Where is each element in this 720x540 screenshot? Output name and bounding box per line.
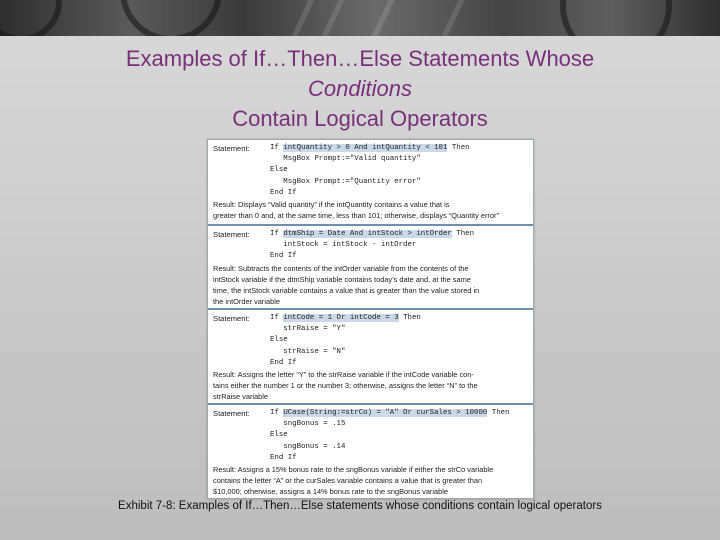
code-line [270, 251, 297, 262]
result-text: Result: Assigns the letter “Y” to the strRaise variable if the intCode variable con- [213, 370, 474, 379]
banner-stripe [322, 0, 345, 36]
code-text: Then [487, 409, 510, 417]
example-block [208, 140, 533, 224]
code-text: If [270, 144, 284, 152]
result-text: Result: Displays “Valid quantity” if the intQuantity contains a value that is [213, 200, 450, 209]
code-text: Else [270, 166, 288, 175]
result-text: Result: Subtracts the contents of the intOrder variable from the contents of the [213, 263, 469, 273]
highlighted-condition: dtmShip = Date And intStock > intOrder [283, 230, 452, 238]
highlighted-condition: UCase(String:=strCo) = "A" Or curSales > 10000 [283, 409, 488, 417]
result-text: intStock variable if the dtmShip variable contains today’s date and, at the same [213, 274, 471, 284]
code-text: Else [270, 431, 288, 440]
title-line-3: Contain Logical Operators [232, 106, 488, 131]
title-line-1: Examples of If…Then…Else Statements Whose [125, 46, 595, 71]
statement-label: Statement: [213, 144, 250, 153]
code-text: End If [270, 358, 297, 367]
example-block [208, 224, 533, 310]
code-text: End If [270, 453, 297, 462]
statement-label: Statement: [213, 230, 250, 239]
result-text: greater than 0 and, at the same time, less than 101; otherwise, displays “Quantity error” [213, 211, 499, 221]
code-text: sngBonus = .15 [270, 420, 346, 429]
example-block [208, 403, 533, 500]
code-line [270, 240, 416, 251]
result-text: strRaise variable [213, 392, 269, 402]
code-line [270, 408, 510, 419]
result-text: time, the intStock variable contains a value that is greater than the value stored in [213, 286, 480, 295]
result-text: $10,000; otherwise, assigns a 14% bonus rate to the sngBonus variable [213, 487, 449, 497]
statement-label: Statement: [213, 314, 250, 323]
banner-stripe [372, 0, 395, 36]
code-line [270, 335, 288, 346]
code-text: strRaise = "N" [270, 347, 346, 356]
wheel-decoration [560, 0, 672, 36]
code-line [270, 324, 345, 335]
header-banner-image [0, 0, 720, 36]
code-examples-figure [207, 139, 534, 499]
code-text: If [270, 314, 284, 322]
code-text: If [270, 230, 284, 238]
code-text: MsgBox Prompt:="Valid quantity" [270, 155, 421, 164]
exhibit-caption: Exhibit 7-8: Examples of If…Then…Else statements whose conditions contain logical operators [118, 500, 602, 512]
code-text: If [270, 409, 284, 417]
banner-stripe [442, 0, 465, 36]
code-text: End If [270, 252, 297, 261]
code-line [270, 453, 297, 464]
title-line-2: Conditions [308, 76, 412, 101]
slide-title [40, 44, 680, 134]
code-line [270, 313, 421, 324]
code-line [270, 154, 421, 165]
statement-label: Statement: [213, 409, 250, 418]
highlighted-condition: intCode = 1 Or intCode = 3 [283, 314, 399, 322]
result-text: the intOrder variable [213, 297, 280, 307]
code-text: Then [451, 230, 475, 238]
result-text: Result: Assigns a 15% bonus rate to the sngBonus variable if either the strCo variable [213, 465, 494, 474]
code-line [270, 430, 288, 441]
result-text: contains the letter “A” or the curSales variable contains a value that is greater than [213, 476, 483, 486]
code-line [270, 143, 470, 154]
example-block [208, 308, 533, 405]
code-text: Then [398, 314, 421, 322]
code-line [270, 165, 288, 176]
code-text: Then [447, 144, 470, 152]
code-line [270, 419, 345, 430]
code-line [270, 188, 297, 199]
code-line [270, 442, 345, 453]
wheel-decoration [0, 0, 62, 36]
code-text: Else [270, 336, 288, 345]
code-line [270, 229, 474, 240]
code-line [270, 358, 297, 369]
banner-stripe [292, 0, 315, 36]
code-text: sngBonus = .14 [270, 442, 346, 451]
code-line [270, 177, 421, 188]
code-text: End If [270, 188, 297, 197]
code-text: MsgBox Prompt:="Quantity error" [270, 177, 421, 186]
wheel-decoration [120, 0, 222, 36]
code-text: strRaise = "Y" [270, 325, 346, 334]
highlighted-condition: intQuantity > 0 And intQuantity < 101 [283, 144, 448, 152]
result-text: tains either the number 1 or the number 3; otherwise, assigns the letter “N” to the [213, 381, 478, 391]
code-text: intStock = intStock - intOrder [270, 241, 417, 250]
code-line [270, 347, 345, 358]
